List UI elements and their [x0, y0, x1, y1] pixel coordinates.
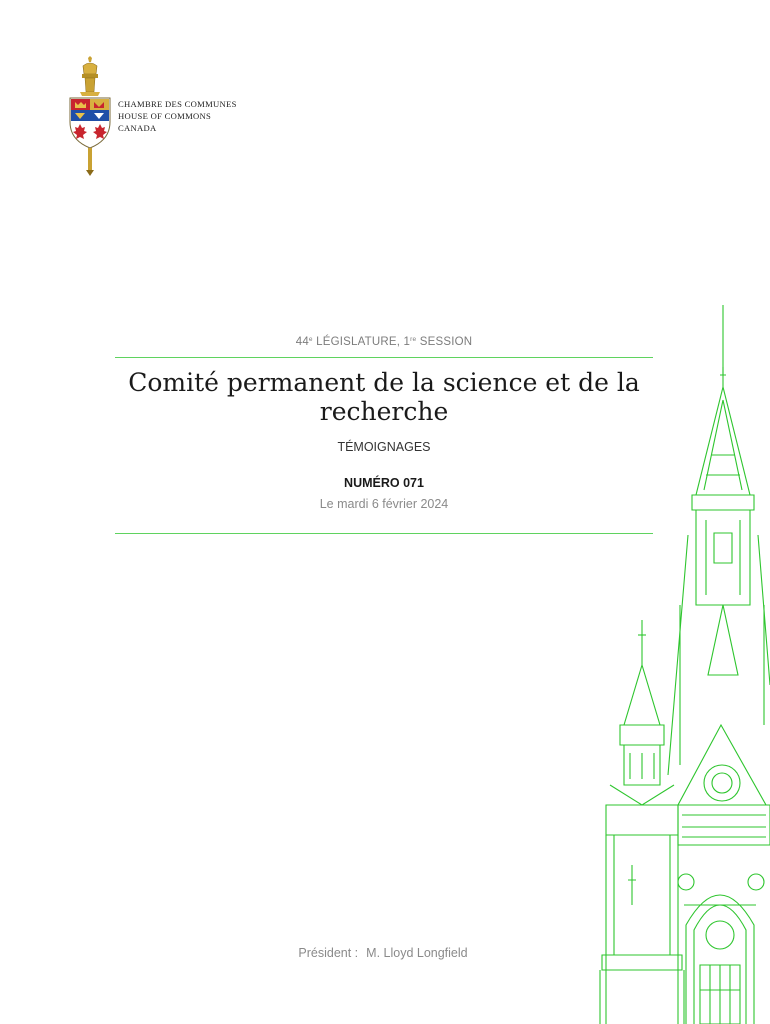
logo-line-french: CHAMBRE DES COMMUNES: [118, 99, 237, 109]
house-of-commons-crest-icon: [66, 56, 114, 176]
issue-number: NUMÉRO 071: [344, 476, 424, 490]
president-line: [200, 946, 566, 960]
document-type: TÉMOIGNAGES: [337, 440, 431, 454]
meeting-date: Le mardi 6 février 2024: [319, 497, 449, 511]
legislature-number: 44: [295, 336, 309, 348]
session-suffix: re: [410, 336, 417, 343]
logo-line-country: CANADA: [118, 123, 157, 133]
legislature-suffix: e: [308, 336, 313, 343]
legislature-word: LÉGISLATURE, 1: [316, 336, 411, 348]
top-divider: [115, 357, 653, 358]
bottom-divider: [115, 533, 653, 534]
session-word: SESSION: [419, 336, 473, 348]
president-label: Président :: [298, 946, 359, 960]
peace-tower-illustration: [596, 305, 770, 1024]
president-name: M. Lloyd Longfield: [366, 946, 468, 960]
logo-line-english: HOUSE OF COMMONS: [118, 111, 212, 121]
committee-title: Comité permanent de la science et de la recherche: [128, 368, 640, 426]
logo-wordmark: [118, 98, 237, 134]
legislature-session-line: [115, 336, 653, 348]
